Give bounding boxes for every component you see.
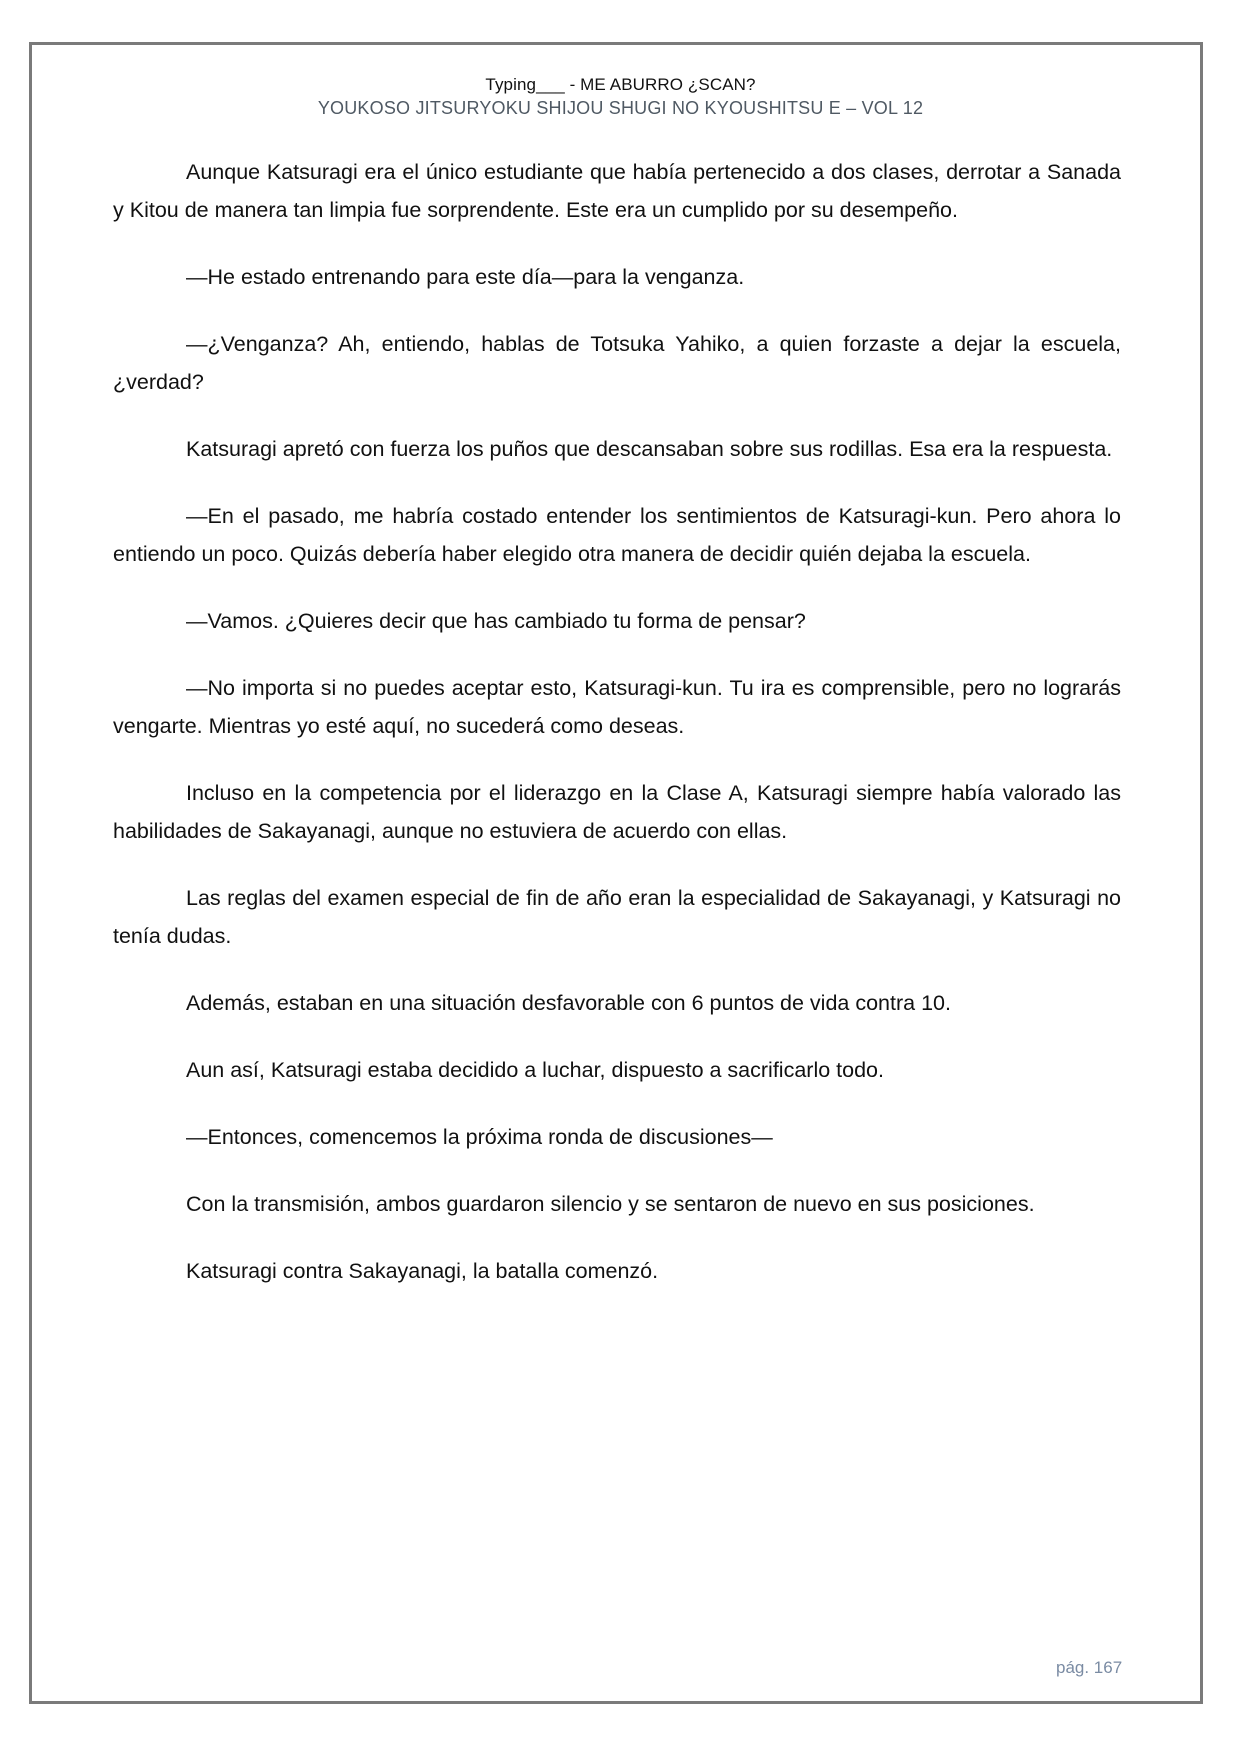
- header-credit: Typing___ - ME ABURRO ¿SCAN?: [485, 75, 756, 94]
- paragraph: Incluso en la competencia por el liderazgo en la Clase A, Katsuragi siempre había valorado las habilidades de Sakayanagi, aunque no estuviera de acuerdo con ellas.: [113, 781, 1121, 843]
- paragraph: —En el pasado, me habría costado entender los sentimientos de Katsuragi-kun. Pero ahora lo entiendo un poco. Quizás debería haber elegido otra manera de decidir quién dejaba la escuela.: [113, 504, 1121, 566]
- paragraph: Con la transmisión, ambos guardaron silencio y se sentaron de nuevo en sus posiciones.: [186, 1192, 1035, 1216]
- paragraph: Aun así, Katsuragi estaba decidido a luchar, dispuesto a sacrificarlo todo.: [186, 1058, 884, 1082]
- header-book-title: YOUKOSO JITSURYOKU SHIJOU SHUGI NO KYOUSHITSU E – VOL 12: [317, 98, 924, 118]
- paragraph: Katsuragi contra Sakayanagi, la batalla comenzó.: [186, 1259, 659, 1283]
- paragraph: —Vamos. ¿Quieres decir que has cambiado tu forma de pensar?: [186, 609, 806, 633]
- paragraph: —¿Venganza? Ah, entiendo, hablas de Totsuka Yahiko, a quien forzaste a dejar la escuela, ¿verdad?: [113, 332, 1121, 394]
- paragraph: Además, estaban en una situación desfavorable con 6 puntos de vida contra 10.: [186, 991, 951, 1015]
- paragraph: Aunque Katsuragi era el único estudiante que había pertenecido a dos clases, derrotar a Sanada y Kitou de manera tan limpia fue sorprendente. Este era un cumplido por su desempeño.: [113, 160, 1121, 222]
- paragraph: Katsuragi apretó con fuerza los puños que descansaban sobre sus rodillas. Esa era la respuesta.: [186, 437, 1113, 461]
- paragraph: —He estado entrenando para este día—para la venganza.: [186, 265, 745, 289]
- page-header: [0, 74, 1241, 120]
- body-text: [113, 153, 1121, 1319]
- page-number: pág. 167: [1056, 1658, 1123, 1677]
- paragraph: Las reglas del examen especial de fin de año eran la especialidad de Sakayanagi, y Katsuragi no tenía dudas.: [113, 886, 1121, 948]
- paragraph: —No importa si no puedes aceptar esto, Katsuragi-kun. Tu ira es comprensible, pero no lograrás vengarte. Mientras yo esté aquí, no sucederá como deseas.: [113, 676, 1121, 738]
- paragraph: —Entonces, comencemos la próxima ronda de discusiones—: [186, 1125, 773, 1149]
